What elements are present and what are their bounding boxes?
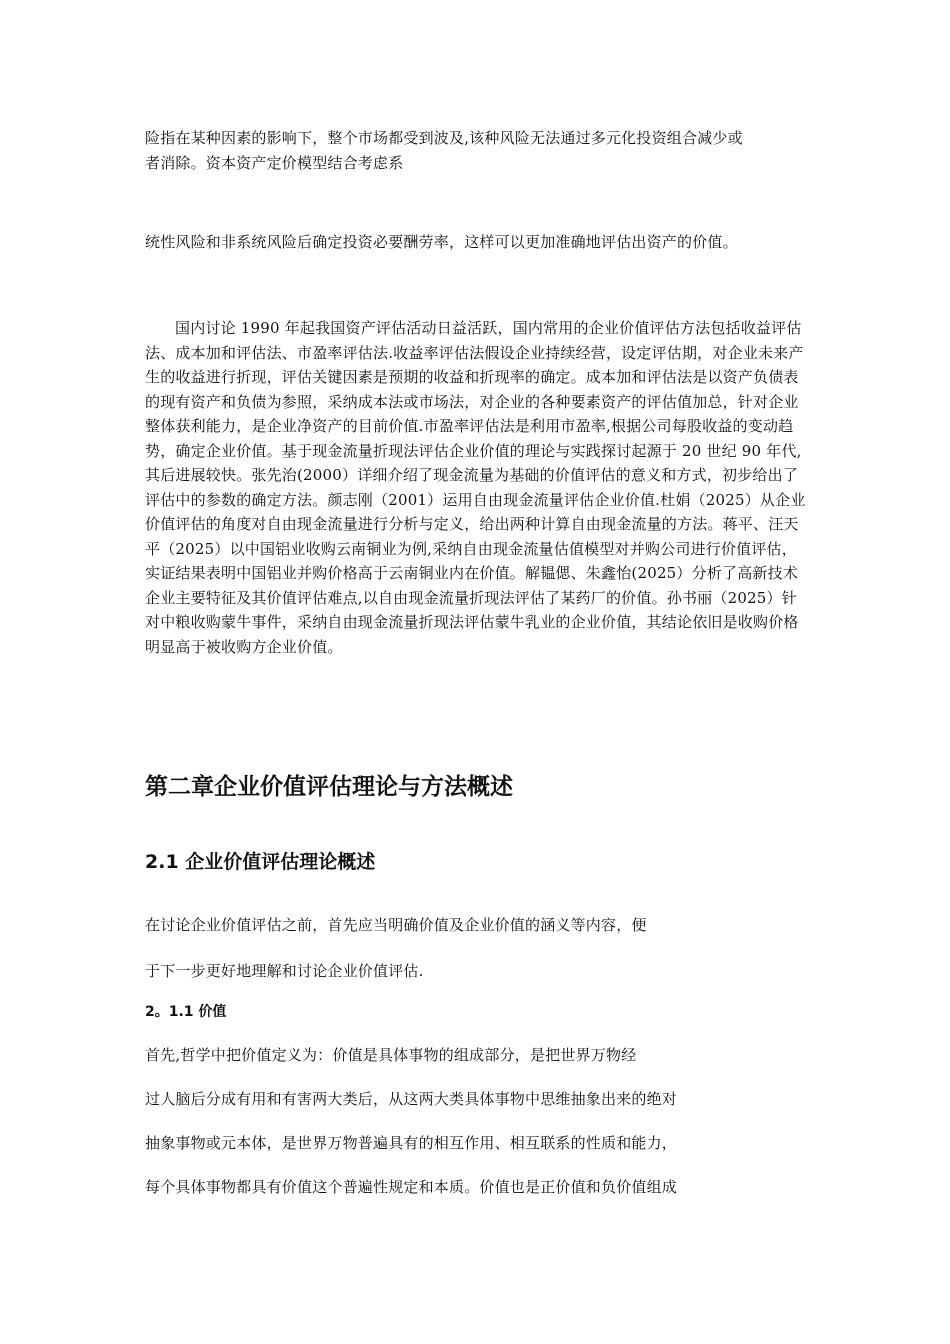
subsection-heading: 2。1.1 价值 (145, 1004, 227, 1020)
paragraph-line: 首先,哲学中把价值定义为：价值是具体事物的组成部分，是把世界万物经 (145, 1046, 637, 1064)
section-heading: 2.1 企业价值评估理论概述 (145, 851, 376, 873)
paragraph-line: 在讨论企业价值评估之前，首先应当明确价值及企业价值的涵义等内容，便 (145, 916, 647, 934)
chapter-heading: 第二章企业价值评估理论与方法概述 (145, 774, 513, 800)
body-paragraph: 国内讨论 1990 年起我国资产评估活动日益活跃，国内常用的企业价值评估方法包括收益评估法、成本加和评估法、市盈率评估法.收益率评估法假设企业持续经营，设定评估期，对企业未来产生的收益进行折现，评估关键因素是预期的收益和折现率的确定。成本加和评估法是以资产负债表的现有资产和负债为参照，采纳成本法或市场法，对企业的各种要素资产的评估值加总，针对企业整体获利能力，是企业净资产的目前价值.市盈率评估法是利用市盈率,根据公司每股收益的变动趋势，确定企业价值。基于现金流量折现法评估企业价值的理论与实践探讨起源于 20 世纪 90 年代,其后进展较快。张先治(2000）详细介绍了现金流量为基础的价值评估的意义和方式，初步给出了评估中的参数的确定方法。颜志刚（2001）运用自由现金流量评估企业价值.杜娟（2025）从企业价值评估的角度对自由现金流量进行分析与定义，给出两种计算自由现金流量的方法。蒋平、汪天平（2025）以中国铝业收购云南铜业为例,采纳自由现金流量估值模型对并购公司进行价值评估，实证结果表明中国铝业并购价格高于云南铜业内在价值。解韫偲、朱鑫怡(2025）分析了高新技术企业主要特征及其价值评估难点,以自由现金流量折现法评估了某药厂的价值。孙书丽（2025）针对中粮收购蒙牛事件，采纳自由现金流量折现法评估蒙牛乳业的企业价值，其结论依旧是收购价格明显高于被收购方企业价值。 (145, 319, 806, 656)
paragraph-line: 者消除。资本资产定价模型结合考虑系 (145, 154, 404, 172)
paragraph-line: 抽象事物或元本体，是世界万物普遍具有的相互作用、相互联系的性质和能力， (145, 1134, 678, 1152)
paragraph-line: 每个具体事物都具有价值这个普遍性规定和本质。价值也是正价值和负价值组成 (145, 1178, 678, 1196)
paragraph-line: 险指在某种因素的影响下，整个市场都受到波及,该种风险无法通过多元化投资组合减少或 (145, 129, 743, 147)
paragraph-line: 于下一步更好地理解和讨论企业价值评估. (145, 962, 424, 980)
paragraph-line: 过人脑后分成有用和有害两大类后，从这两大类具体事物中思维抽象出来的绝对 (145, 1090, 678, 1108)
paragraph-line: 统性风险和非系统风险后确定投资必要酬劳率，这样可以更加准确地评估出资产的价值。 (145, 233, 738, 251)
